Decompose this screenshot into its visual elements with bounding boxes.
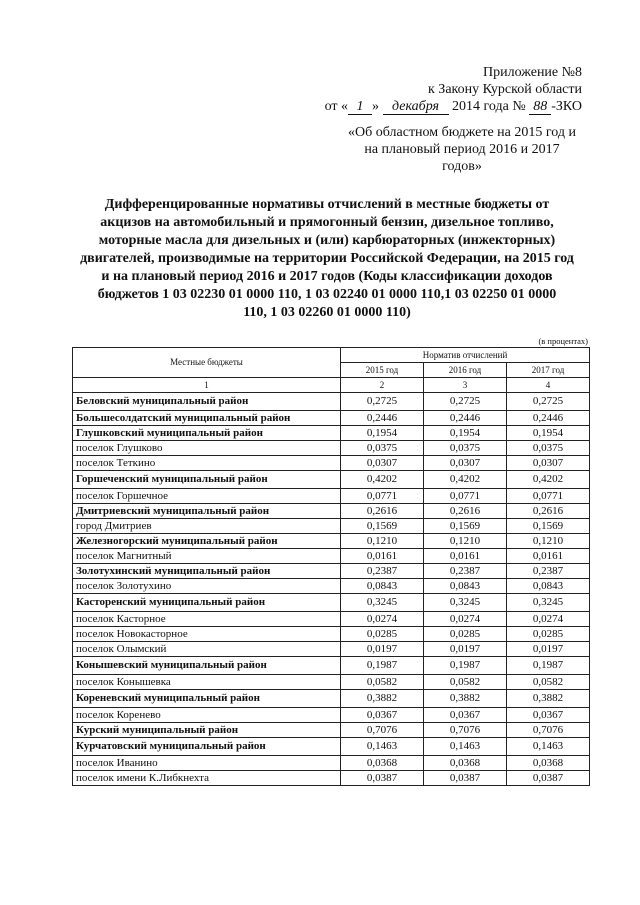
norm-value-cell: 0,4202 — [424, 471, 507, 489]
table-row — [73, 411, 590, 426]
norm-value-cell: 0,0274 — [507, 612, 590, 627]
title-line: Дифференцированные нормативы отчислений в местные бюджеты от — [104, 197, 550, 212]
norm-value-cell: 0,1569 — [507, 519, 590, 534]
norm-value-cell: 0,0197 — [341, 642, 424, 657]
norm-value-cell: 0,0368 — [341, 756, 424, 771]
table-row — [73, 771, 590, 786]
norm-value-cell: 0,0197 — [507, 642, 590, 657]
norm-value-cell: 0,0161 — [424, 549, 507, 564]
table-row — [73, 564, 590, 579]
date-mid: » — [372, 99, 380, 114]
document-title — [70, 196, 584, 322]
budget-name-cell: Горшеченский муниципальный район — [73, 471, 341, 489]
norm-value-cell: 0,0307 — [341, 456, 424, 471]
norm-value-cell: 0,7076 — [507, 723, 590, 738]
budget-name-cell: Золотухинский муниципальный район — [73, 564, 341, 579]
norm-value-cell: 0,0274 — [341, 612, 424, 627]
col-header-local: Местные бюджеты — [73, 348, 341, 378]
table-row — [73, 756, 590, 771]
norm-value-cell: 0,0285 — [507, 627, 590, 642]
norm-value-cell: 0,2446 — [424, 411, 507, 426]
norm-value-cell: 0,0307 — [424, 456, 507, 471]
norm-value-cell: 0,0387 — [341, 771, 424, 786]
norm-value-cell: 0,0375 — [507, 441, 590, 456]
norm-value-cell: 0,1954 — [341, 426, 424, 441]
table-header-row — [73, 348, 590, 363]
table-row — [73, 393, 590, 411]
norm-value-cell: 0,7076 — [424, 723, 507, 738]
norm-value-cell: 0,2616 — [424, 504, 507, 519]
norm-value-cell: 0,0843 — [341, 579, 424, 594]
norm-value-cell: 0,0368 — [424, 756, 507, 771]
table-row — [73, 657, 590, 675]
table-row — [73, 690, 590, 708]
table-row — [73, 504, 590, 519]
norm-value-cell: 0,3882 — [424, 690, 507, 708]
norm-value-cell: 0,2725 — [424, 393, 507, 411]
norm-value-cell: 0,0375 — [341, 441, 424, 456]
norm-value-cell: 0,2725 — [507, 393, 590, 411]
budget-name-cell: Глушковский муниципальный район — [73, 426, 341, 441]
table-row — [73, 612, 590, 627]
norm-value-cell: 0,0367 — [424, 708, 507, 723]
norm-value-cell: 0,1569 — [424, 519, 507, 534]
col-number: 1 — [73, 378, 341, 393]
norm-value-cell: 0,2725 — [341, 393, 424, 411]
norm-value-cell: 0,3245 — [507, 594, 590, 612]
col-number: 4 — [507, 378, 590, 393]
norm-value-cell: 0,0161 — [507, 549, 590, 564]
norm-value-cell: 0,0161 — [341, 549, 424, 564]
table-row — [73, 738, 590, 756]
norm-value-cell: 0,1954 — [507, 426, 590, 441]
norm-value-cell: 0,0387 — [507, 771, 590, 786]
norm-value-cell: 0,2446 — [341, 411, 424, 426]
law-title-line-2: на плановый период 2016 и 2017 — [364, 142, 560, 157]
norm-value-cell: 0,0367 — [341, 708, 424, 723]
budget-name-cell: Конышевский муниципальный район — [73, 657, 341, 675]
appendix-label: Приложение №8 — [483, 65, 582, 80]
budget-name-cell: поселок имени К.Либкнехта — [73, 771, 341, 786]
norm-value-cell: 0,1210 — [507, 534, 590, 549]
col-number: 2 — [341, 378, 424, 393]
budget-name-cell: поселок Глушково — [73, 441, 341, 456]
norm-value-cell: 0,0368 — [507, 756, 590, 771]
norm-value-cell: 0,0582 — [424, 675, 507, 690]
budget-name-cell: Дмитриевский муниципальный район — [73, 504, 341, 519]
norm-value-cell: 0,0285 — [424, 627, 507, 642]
budget-name-cell: поселок Олымский — [73, 642, 341, 657]
norm-value-cell: 0,0771 — [507, 489, 590, 504]
norm-value-cell: 0,2616 — [341, 504, 424, 519]
norm-value-cell: 0,3245 — [341, 594, 424, 612]
table-row — [73, 579, 590, 594]
table-colnum-row — [73, 378, 590, 393]
table-row — [73, 627, 590, 642]
date-day: 1 — [348, 100, 372, 115]
table-row — [73, 594, 590, 612]
law-title — [336, 124, 588, 175]
col-header-year: 2015 год — [341, 363, 424, 378]
budget-name-cell: поселок Касторное — [73, 612, 341, 627]
date-month: декабря — [383, 100, 449, 115]
norm-value-cell: 0,0843 — [507, 579, 590, 594]
budget-name-cell: поселок Золотухино — [73, 579, 341, 594]
norm-value-cell: 0,3882 — [341, 690, 424, 708]
col-header-year: 2016 год — [424, 363, 507, 378]
budget-name-cell: поселок Конышевка — [73, 675, 341, 690]
norm-value-cell: 0,1987 — [507, 657, 590, 675]
law-of-label: к Закону Курской области — [428, 82, 582, 97]
norm-value-cell: 0,2387 — [424, 564, 507, 579]
norm-value-cell: 0,2446 — [507, 411, 590, 426]
document-header — [282, 64, 582, 115]
budget-name-cell: Большесолдатский муниципальный район — [73, 411, 341, 426]
norm-value-cell: 0,0367 — [507, 708, 590, 723]
units-label: (в процентах) — [538, 336, 588, 346]
norm-value-cell: 0,1954 — [424, 426, 507, 441]
title-line: 110, 1 03 02260 01 0000 110) — [243, 305, 411, 320]
norm-value-cell: 0,1463 — [424, 738, 507, 756]
norm-value-cell: 0,2387 — [507, 564, 590, 579]
law-title-line-1: «Об областном бюджете на 2015 год и — [348, 125, 576, 140]
table-row — [73, 723, 590, 738]
date-year: 2014 года № — [452, 99, 526, 114]
norm-value-cell: 0,0582 — [341, 675, 424, 690]
table-row — [73, 489, 590, 504]
norm-value-cell: 0,2616 — [507, 504, 590, 519]
norm-value-cell: 0,3245 — [424, 594, 507, 612]
budget-name-cell: поселок Новокасторное — [73, 627, 341, 642]
norm-value-cell: 0,0375 — [424, 441, 507, 456]
norm-value-cell: 0,7076 — [341, 723, 424, 738]
title-line: акцизов на автомобильный и прямогонный бензин, дизельное топливо, — [100, 215, 554, 230]
budget-name-cell: Кореневский муниципальный район — [73, 690, 341, 708]
title-line: двигателей, производимые на территории Российской Федерации, на 2015 год — [80, 251, 574, 266]
table-row — [73, 708, 590, 723]
table-row — [73, 441, 590, 456]
table-row — [73, 456, 590, 471]
table-row — [73, 426, 590, 441]
norm-value-cell: 0,2387 — [341, 564, 424, 579]
law-title-line-3: годов» — [442, 159, 482, 174]
table-row — [73, 675, 590, 690]
norm-value-cell: 0,1987 — [424, 657, 507, 675]
col-header-year: 2017 год — [507, 363, 590, 378]
col-number: 3 — [424, 378, 507, 393]
table-row — [73, 549, 590, 564]
law-suffix: -ЗКО — [551, 99, 582, 114]
table-row — [73, 534, 590, 549]
norms-table — [72, 347, 590, 786]
budget-name-cell: Касторенский муниципальный район — [73, 594, 341, 612]
budget-name-cell: Железногорский муниципальный район — [73, 534, 341, 549]
budget-name-cell: Курчатовский муниципальный район — [73, 738, 341, 756]
budget-name-cell: город Дмитриев — [73, 519, 341, 534]
budget-name-cell: поселок Теткино — [73, 456, 341, 471]
table-row — [73, 519, 590, 534]
law-number: 88 — [529, 100, 551, 115]
norm-value-cell: 0,1987 — [341, 657, 424, 675]
norm-value-cell: 0,0197 — [424, 642, 507, 657]
norm-value-cell: 0,0285 — [341, 627, 424, 642]
col-header-norm: Норматив отчислений — [341, 348, 590, 363]
norm-value-cell: 0,0771 — [424, 489, 507, 504]
norm-value-cell: 0,1463 — [507, 738, 590, 756]
table-row — [73, 642, 590, 657]
norm-value-cell: 0,1463 — [341, 738, 424, 756]
norm-value-cell: 0,0843 — [424, 579, 507, 594]
budget-name-cell: Курский муниципальный район — [73, 723, 341, 738]
norm-value-cell: 0,0274 — [424, 612, 507, 627]
norm-value-cell: 0,1210 — [424, 534, 507, 549]
title-line: моторные масла для дизельных и (или) карбюраторных (инжекторных) — [98, 233, 556, 248]
norm-value-cell: 0,0387 — [424, 771, 507, 786]
norm-value-cell: 0,0307 — [507, 456, 590, 471]
norm-value-cell: 0,1210 — [341, 534, 424, 549]
title-line: и на плановый период 2016 и 2017 годов (Коды классификации доходов — [101, 269, 553, 284]
table-row — [73, 471, 590, 489]
budget-name-cell: поселок Коренево — [73, 708, 341, 723]
norm-value-cell: 0,0582 — [507, 675, 590, 690]
norm-value-cell: 0,3882 — [507, 690, 590, 708]
budget-name-cell: поселок Горшечное — [73, 489, 341, 504]
date-prefix: от « — [324, 99, 349, 114]
budget-name-cell: Беловский муниципальный район — [73, 393, 341, 411]
norm-value-cell: 0,0771 — [341, 489, 424, 504]
law-date-line — [282, 98, 582, 115]
norm-value-cell: 0,4202 — [507, 471, 590, 489]
title-line: бюджетов 1 03 02230 01 0000 110, 1 03 02240 01 0000 110,1 03 02250 01 0000 — [97, 287, 557, 302]
budget-name-cell: поселок Магнитный — [73, 549, 341, 564]
norm-value-cell: 0,1569 — [341, 519, 424, 534]
budget-name-cell: поселок Иванино — [73, 756, 341, 771]
norm-value-cell: 0,4202 — [341, 471, 424, 489]
